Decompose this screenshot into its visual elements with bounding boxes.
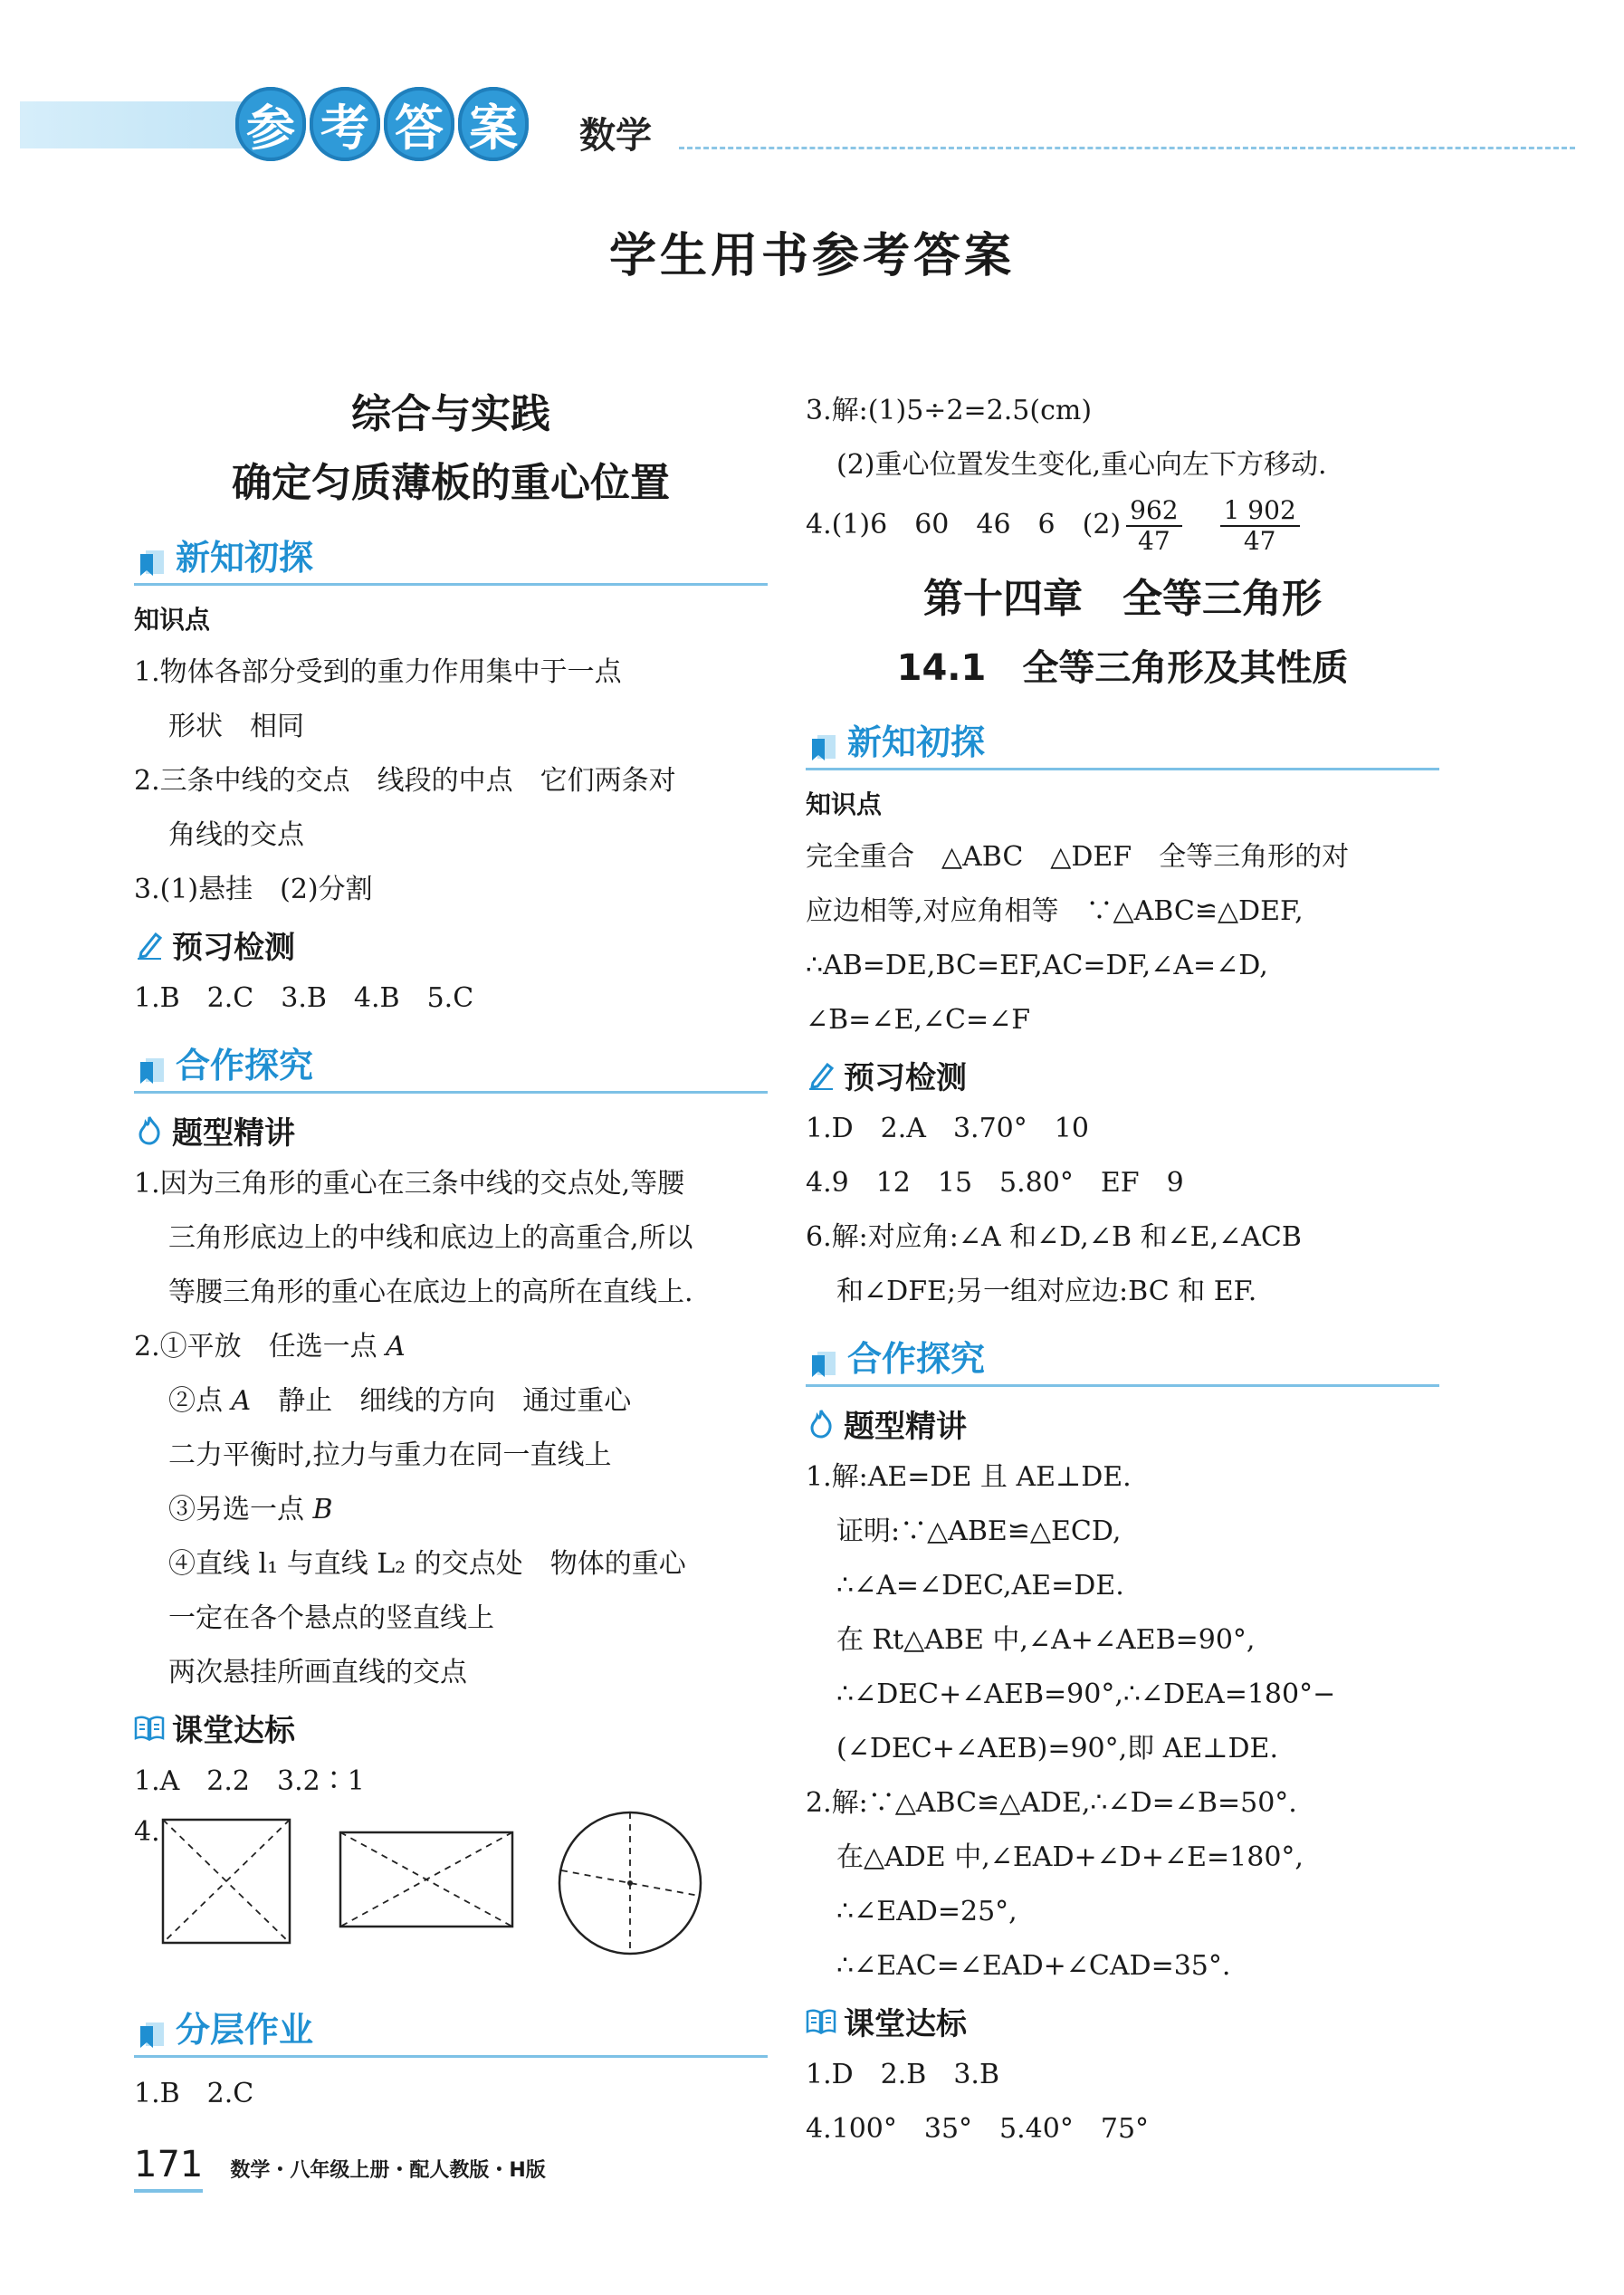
section-title: 14.1 全等三角形及其性质	[896, 647, 1349, 689]
open-book-icon	[134, 1709, 165, 1745]
subsection-problem-types: 题型精讲	[806, 1396, 1439, 1450]
section-header-layered-homework: 分层作业	[134, 1994, 768, 2058]
brand-char: 案	[458, 87, 529, 161]
answer-line: 一定在各个悬点的竖直线上	[168, 1602, 494, 1634]
answer-line: 1.A 2.2 3.2∶1	[134, 1765, 365, 1797]
bookmark-icon	[806, 1344, 840, 1384]
answer-line: 角线的交点	[168, 819, 304, 851]
subject-label: 数学	[579, 115, 652, 157]
topic-title: 综合与实践	[351, 391, 550, 437]
answer-line: ②点 A 静止 细线的方向 通过重心	[168, 1385, 632, 1417]
answer-line: 1.D 2.A 3.70° 10	[806, 1113, 1089, 1144]
page-footer	[134, 2144, 546, 2193]
right-column	[806, 384, 1439, 2156]
answer-line: 三角形底边上的中线和底边上的高重合,所以	[168, 1222, 693, 1254]
answer-line: 2.解:∵△ABC≌△ADE,∴∠D=∠B=50°.	[806, 1787, 1297, 1819]
section-header-new-knowledge: 新知初探	[134, 521, 768, 586]
answer-line: 等腰三角形的重心在底边上的高所在直线上.	[168, 1277, 693, 1308]
fraction: $\frac{962}{47}$	[1126, 496, 1181, 556]
figure-row	[134, 1809, 768, 1990]
answer-line: ∴AB=DE,BC=EF,AC=DF,∠A=∠D,	[806, 950, 1268, 981]
page-title: 学生用书参考答案	[608, 229, 1015, 283]
bookmark-icon	[134, 543, 168, 583]
answer-line: 2.①平放 任选一点 A	[134, 1331, 406, 1363]
answer-line: 6.解:对应角:∠A 和∠D,∠B 和∠E,∠ACB	[806, 1221, 1302, 1253]
answer-line: 形状 相同	[168, 711, 304, 742]
answer-line: 4.100° 35° 5.40° 75°	[806, 2113, 1150, 2145]
knowledge-point-label: 知识点	[806, 789, 883, 819]
pencil-icon	[806, 1057, 836, 1093]
brand-logo	[235, 87, 529, 161]
brand-char: 答	[384, 87, 454, 161]
rectangle-figure	[340, 1832, 512, 1927]
answer-line: ③另选一点 B	[168, 1494, 333, 1525]
bookmark-icon	[134, 1051, 168, 1091]
brand-char: 参	[235, 87, 306, 161]
brand-char: 考	[310, 87, 380, 161]
flame-icon	[134, 1112, 165, 1148]
fraction: $\frac{1 902}{47}$	[1220, 496, 1300, 556]
answer-line: ∴∠EAC=∠EAD+∠CAD=35°.	[836, 1950, 1231, 1982]
page-number: 171	[134, 2144, 203, 2193]
answer-line: 1.因为三角形的重心在三条中线的交点处,等腰	[134, 1168, 685, 1200]
flame-icon	[806, 1405, 836, 1441]
answer-line: 1.B 2.C	[134, 2078, 254, 2109]
subsection-preview-check: 预习检测	[806, 1047, 1439, 1102]
answer-line: 3.(1)悬挂 (2)分割	[134, 874, 373, 905]
answer-line: 和∠DFE;另一组对应边:BC 和 EF.	[836, 1276, 1257, 1307]
answer-line: 1.B 2.C 3.B 4.B 5.C	[134, 982, 474, 1014]
answer-line: 2.三条中线的交点 线段的中点 它们两条对	[134, 765, 676, 797]
answer-line: 4.(1)6 60 46 6 (2) $\frac{962}{47}$ $\frac{1 902}{47}$	[806, 492, 1439, 558]
topic-subtitle: 确定匀质薄板的重心位置	[232, 460, 670, 506]
answer-line: 两次悬挂所画直线的交点	[168, 1657, 467, 1688]
answer-line: ∠B=∠E,∠C=∠F	[806, 1004, 1031, 1036]
answer-line: 3.解:(1)5÷2=2.5(cm)	[806, 395, 1093, 426]
answer-line: (∠DEC+∠AEB)=90°,即 AE⊥DE.	[836, 1733, 1278, 1764]
answer-line: 1.解:AE=DE 且 AE⊥DE.	[806, 1461, 1132, 1493]
answer-line: 在 Rt△ABE 中,∠A+∠AEB=90°,	[836, 1624, 1256, 1656]
answer-line: 4.9 12 15 5.80° EF 9	[806, 1167, 1184, 1199]
knowledge-point-label: 知识点	[134, 605, 211, 635]
answer-line: ④直线 l₁ 与直线 L₂ 的交点处 物体的重心	[168, 1548, 686, 1580]
answer-line: ∴∠A=∠DEC,AE=DE.	[836, 1570, 1124, 1602]
answer-line: 4.	[134, 1816, 160, 1848]
answer-line: 1.D 2.B 3.B	[806, 2059, 1000, 2090]
footer-text: 数学・八年级上册・配人教版・H版	[230, 2159, 546, 2182]
answer-line: 完全重合 △ABC △DEF 全等三角形的对	[806, 841, 1350, 873]
answer-line: 在△ADE 中,∠EAD+∠D+∠E=180°,	[836, 1841, 1304, 1873]
subsection-problem-types: 题型精讲	[134, 1103, 768, 1157]
subsection-preview-check: 预习检测	[134, 917, 768, 971]
answer-line: ∴∠DEC+∠AEB=90°,∴∠DEA=180°−	[836, 1678, 1336, 1710]
subsection-class-goals: 课堂达标	[806, 1994, 1439, 2048]
answer-line: (2)重心位置发生变化,重心向左下方移动.	[836, 449, 1327, 481]
section-header-new-knowledge: 新知初探	[806, 706, 1439, 770]
section-header-cooperation: 合作探究	[134, 1029, 768, 1094]
subsection-class-goals: 课堂达标	[134, 1700, 768, 1755]
bookmark-icon	[806, 728, 840, 768]
header-banner	[0, 0, 1624, 181]
circle-figure	[559, 1812, 701, 1954]
open-book-icon	[806, 2003, 836, 2039]
square-figure	[163, 1820, 290, 1943]
chapter-title: 第十四章 全等三角形	[923, 576, 1322, 622]
answer-line: 1.物体各部分受到的重力作用集中于一点	[134, 656, 622, 688]
section-header-cooperation: 合作探究	[806, 1323, 1439, 1387]
header-dashed-rule	[679, 147, 1575, 149]
answer-line: 二力平衡时,拉力与重力在同一直线上	[168, 1439, 612, 1471]
answer-line: 应边相等,对应角相等 ∵△ABC≌△DEF,	[806, 895, 1304, 927]
geometry-figures	[134, 1809, 768, 1990]
answer-line: 证明:∵△ABE≌△ECD,	[836, 1516, 1122, 1547]
answer-line: ∴∠EAD=25°,	[836, 1896, 1017, 1927]
pencil-icon	[134, 926, 165, 962]
left-column	[134, 380, 768, 2121]
bookmark-icon	[134, 2015, 168, 2055]
